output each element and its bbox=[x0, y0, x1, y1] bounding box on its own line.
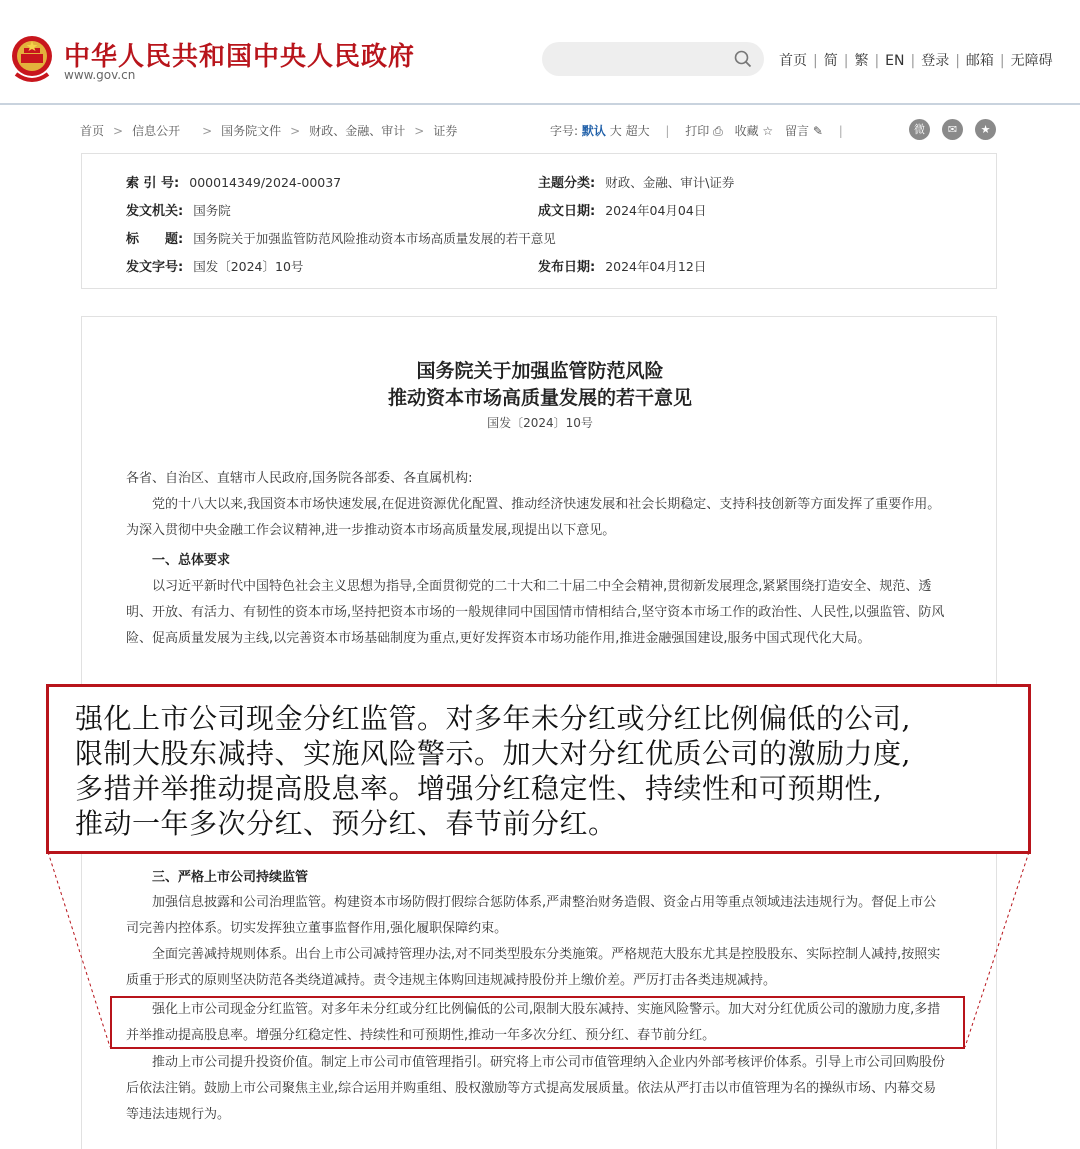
chevron-right-icon: > bbox=[202, 124, 213, 138]
document-title-line2: 推动资本市场高质量发展的若干意见 bbox=[387, 387, 692, 409]
meta-value: 国务院 bbox=[193, 203, 231, 218]
breadcrumb-docs[interactable]: 国务院文件 bbox=[221, 124, 282, 138]
paragraph-reduction: 全面完善减持规则体系。出台上市公司减持管理办法,对不同类型股东分类施策。严格规范大股东尤其是控股股东、实际控制人减持,按照实质重于形式的原则坚决防范各类绕道减持。责令违规主体购回违规减持股份并上缴价差。严厉打击各类违规减持。 bbox=[126, 947, 941, 988]
meta-label: 发文机关: bbox=[126, 204, 184, 219]
meta-label: 索 引 号: bbox=[126, 176, 180, 191]
breadcrumb-home[interactable]: 首页 bbox=[80, 124, 105, 138]
callout-line: 多措并举推动提高股息率。增强分红稳定性、持续性和可预期性, bbox=[75, 772, 883, 805]
meta-value: 国务院关于加强监管防范风险推动资本市场高质量发展的若干意见 bbox=[193, 231, 556, 246]
nav-separator: | bbox=[843, 53, 849, 69]
meta-value: 财政、金融、审计\证券 bbox=[605, 175, 735, 190]
document-title-line1: 国务院关于加强监管防范风险 bbox=[416, 360, 664, 382]
document-number: 国发〔2024〕10号 bbox=[487, 416, 593, 430]
callout-line: 限制大股东减持、实施风险警示。加大对分红优质公司的激励力度, bbox=[75, 737, 911, 770]
highlight-box bbox=[110, 996, 965, 1049]
zoom-callout bbox=[46, 684, 1031, 854]
favorite-star-icon[interactable]: ★ bbox=[975, 119, 996, 140]
font-size-label: 字号: bbox=[550, 124, 579, 138]
star-icon[interactable]: ☆ bbox=[762, 124, 774, 138]
section-heading: 三、严格上市公司持续监管 bbox=[152, 870, 309, 885]
nav-login[interactable]: 登录 bbox=[921, 53, 950, 69]
search-input[interactable] bbox=[542, 42, 764, 76]
nav-separator: | bbox=[955, 53, 960, 69]
section1-paragraph: 以习近平新时代中国特色社会主义思想为指导,全面贯彻党的二十大和二十届二中全会精神,贯彻新发展理念,紧紧围绕打造安全、规范、透明、开放、有活力、有韧性的资本市场,坚持把资本市场的一般规律同中国国情市情相结合,坚守资本市场工作的政治性、人民性,以强监管、防风险、促高质量发展为主线,以完善资本市场基础制度为重点,更好发挥资本市场功能作用,推进金融强国建设,服务中国式现代化大局。 bbox=[126, 579, 945, 646]
meta-value: 国发〔2024〕10号 bbox=[193, 259, 304, 274]
callout-text bbox=[75, 701, 1020, 841]
meta-label: 主题分类: bbox=[538, 176, 596, 191]
paragraph-disclosure: 加强信息披露和公司治理监管。构建资本市场防假打假综合惩防体系,严肃整治财务造假、资金占用等重点领域违法违规行为。督促上市公司完善内控体系。切实发挥独立董事监督作用,强化履职保障约束。 bbox=[126, 895, 937, 936]
meta-label: 发布日期: bbox=[538, 260, 596, 275]
chevron-right-icon: > bbox=[414, 124, 425, 138]
nav-separator: | bbox=[813, 53, 818, 69]
nav-separator: | bbox=[874, 53, 880, 69]
nav-separator: | bbox=[999, 53, 1005, 69]
meta-label: 成文日期: bbox=[538, 204, 596, 219]
national-emblem-icon[interactable] bbox=[10, 34, 54, 84]
nav-accessibility[interactable]: 无障碍 bbox=[1010, 53, 1053, 69]
salutation: 各省、自治区、直辖市人民政府,国务院各部委、各直属机构: bbox=[126, 471, 473, 486]
paragraph-dividend: 强化上市公司现金分红监管。对多年未分红或分红比例偏低的公司,限制大股东减持、实施风险警示。加大对分红优质公司的激励力度,多措并举推动提高股息率。增强分红稳定性、持续性和可预期性,推动一年多次分红、预分红、春节前分红。 bbox=[126, 1002, 941, 1043]
comment-button[interactable]: 留言 bbox=[785, 124, 810, 138]
top-nav bbox=[779, 50, 1053, 70]
breadcrumb-securities[interactable]: 证券 bbox=[433, 124, 458, 138]
meta-title bbox=[126, 228, 556, 247]
print-button[interactable]: 打印 bbox=[685, 124, 710, 138]
font-large-button[interactable]: 大 bbox=[609, 124, 622, 138]
chevron-right-icon: > bbox=[113, 124, 124, 138]
weibo-share-icon[interactable]: 微 bbox=[909, 119, 930, 140]
paragraph-investment-value: 推动上市公司提升投资价值。制定上市公司市值管理指引。研究将上市公司市值管理纳入企业内外部考核评价体系。引导上市公司回购股份后依法注销。鼓励上市公司聚焦主业,综合运用并购重组、股权激励等方式提高发展质量。依法从严打击以市值管理为名的操纵市场、内幕交易等违法违规行为。 bbox=[126, 1055, 946, 1122]
pencil-icon[interactable]: ✎ bbox=[812, 124, 823, 138]
meta-label: 发文字号: bbox=[126, 260, 184, 275]
meta-topic bbox=[538, 172, 734, 191]
site-header bbox=[0, 0, 1080, 105]
meta-doc-number bbox=[126, 256, 303, 275]
breadcrumb bbox=[80, 122, 457, 139]
meta-written-date bbox=[538, 200, 706, 219]
site-name[interactable]: 中华人民共和国中央人民政府 bbox=[64, 42, 416, 72]
nav-mail[interactable]: 邮箱 bbox=[965, 53, 994, 69]
callout-line: 强化上市公司现金分红监管。对多年未分红或分红比例偏低的公司, bbox=[75, 702, 911, 735]
breadcrumb-finance[interactable]: 财政、金融、审计 bbox=[309, 124, 406, 138]
meta-issuer bbox=[126, 200, 231, 219]
intro-paragraph: 党的十八大以来,我国资本市场快速发展,在促进资源优化配置、推动经济快速发展和社会长期稳定、支持科技创新等方面发挥了重要作用。为深入贯彻中央金融工作会议精神,进一步推动资本市场高质量发展,现提出以下意见。 bbox=[126, 497, 941, 538]
callout-line: 推动一年多次分红、预分红、春节前分红。 bbox=[75, 807, 617, 840]
nav-english[interactable]: EN bbox=[885, 53, 905, 69]
font-xlarge-button[interactable]: 超大 bbox=[625, 124, 650, 138]
chevron-right-icon: > bbox=[290, 124, 301, 138]
divider: | bbox=[665, 124, 670, 138]
nav-separator: | bbox=[910, 53, 916, 69]
meta-value: 2024年04月12日 bbox=[605, 259, 707, 274]
search-icon[interactable] bbox=[734, 50, 752, 68]
printer-icon[interactable]: ⎙ bbox=[713, 124, 723, 138]
nav-traditional[interactable]: 繁 bbox=[854, 53, 869, 69]
font-default-button[interactable]: 默认 bbox=[581, 124, 606, 138]
page-tools bbox=[550, 122, 855, 139]
meta-value: 2024年04月04日 bbox=[605, 203, 707, 218]
section-heading: 一、总体要求 bbox=[152, 553, 231, 568]
meta-value: 000014349/2024-00037 bbox=[189, 175, 342, 190]
wechat-share-icon[interactable]: ✉ bbox=[942, 119, 963, 140]
nav-home[interactable]: 首页 bbox=[779, 53, 807, 69]
meta-label: 标 题: bbox=[126, 232, 184, 247]
meta-published-date bbox=[538, 256, 706, 275]
breadcrumb-info[interactable]: 信息公开 bbox=[132, 124, 181, 138]
nav-simplified[interactable]: 简 bbox=[823, 53, 838, 69]
favorite-button[interactable]: 收藏 bbox=[734, 124, 759, 138]
site-url: www.gov.cn bbox=[64, 68, 136, 82]
divider: | bbox=[838, 124, 843, 138]
meta-index bbox=[126, 172, 341, 191]
